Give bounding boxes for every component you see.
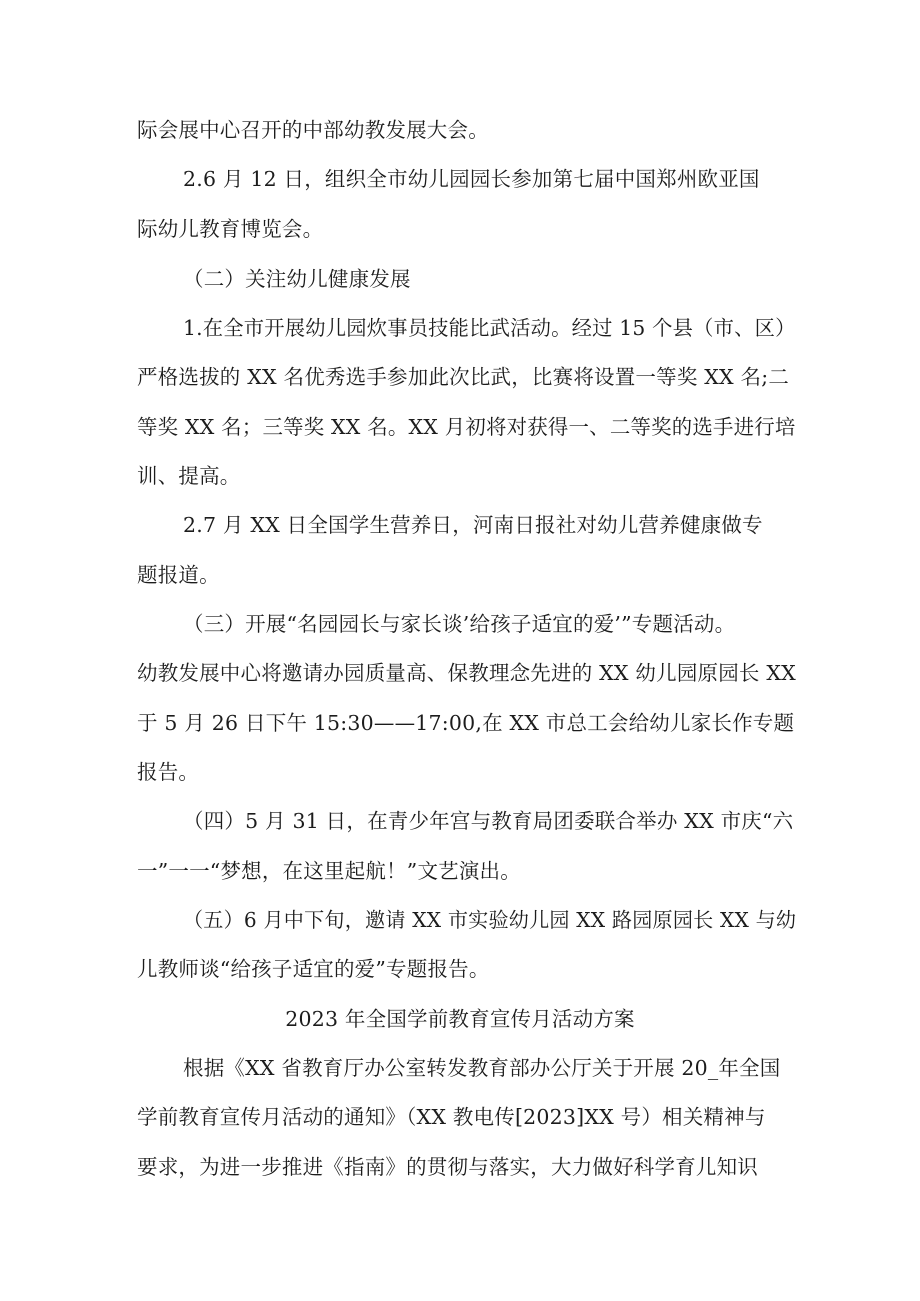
section-heading: （二）关注幼儿健康发展 [183,267,411,291]
text-line: 幼教发展中心将邀请办园质量高、保教理念先进的 XX 幼儿园原园长 XX [137,661,796,685]
text-line: 儿教师谈“给孩子适宜的爱”专题报告。 [137,957,490,981]
text-line: 题报道。 [137,563,220,587]
section-heading: （五）6 月中下旬，邀请 XX 市实验幼儿园 XX 路园原园长 XX 与幼 [183,908,797,932]
text-line: 1.在全市开展幼儿园炊事员技能比武活动。经过 15 个县（市、区） [183,316,796,340]
section-heading: （四）5 月 31 日，在青少年宫与教育局团委联合举办 XX 市庆“六 [183,809,794,833]
document-title: 2023 年全国学前教育宣传月活动方案 [285,1007,635,1031]
text-line: 际幼儿教育博览会。 [137,217,324,241]
text-line: 于 5 月 26 日下午 15:30——17:00,在 XX 市总工会给幼儿家长作专题 [137,711,795,735]
text-line: 一”一一“梦想，在这里起航！”文艺演出。 [137,859,521,883]
text-line: 等奖 XX 名；三等奖 XX 名。XX 月初将对获得一、二等奖的选手进行培 [137,415,796,439]
text-line: 学前教育宣传月活动的通知》（XX 教电传[2023]XX 号）相关精神与 [137,1105,766,1129]
text-line: 训、提高。 [137,464,241,488]
text-line: 2.7 月 XX 日全国学生营养日，河南日报社对幼儿营养健康做专 [183,513,763,537]
text-line: 根据《XX 省教育厅办公室转发教育部办公厅关于开展 20_年全国 [183,1056,781,1080]
text-line: 要求，为进一步推进《指南》的贯彻与落实，大力做好科学育儿知识 [137,1155,758,1179]
section-heading: （三）开展“名园园长与家长谈’给孩子适宜的爱’”专题活动。 [183,612,736,636]
text-line: 际会展中心召开的中部幼教发展大会。 [137,118,489,142]
text-line: 严格选拔的 XX 名优秀选手参加此次比武，比赛将设置一等奖 XX 名;二 [137,365,790,389]
text-line: 报告。 [137,760,200,784]
text-line: 2.6 月 12 日，组织全市幼儿园园长参加第七届中国郑州欧亚国 [183,167,760,191]
